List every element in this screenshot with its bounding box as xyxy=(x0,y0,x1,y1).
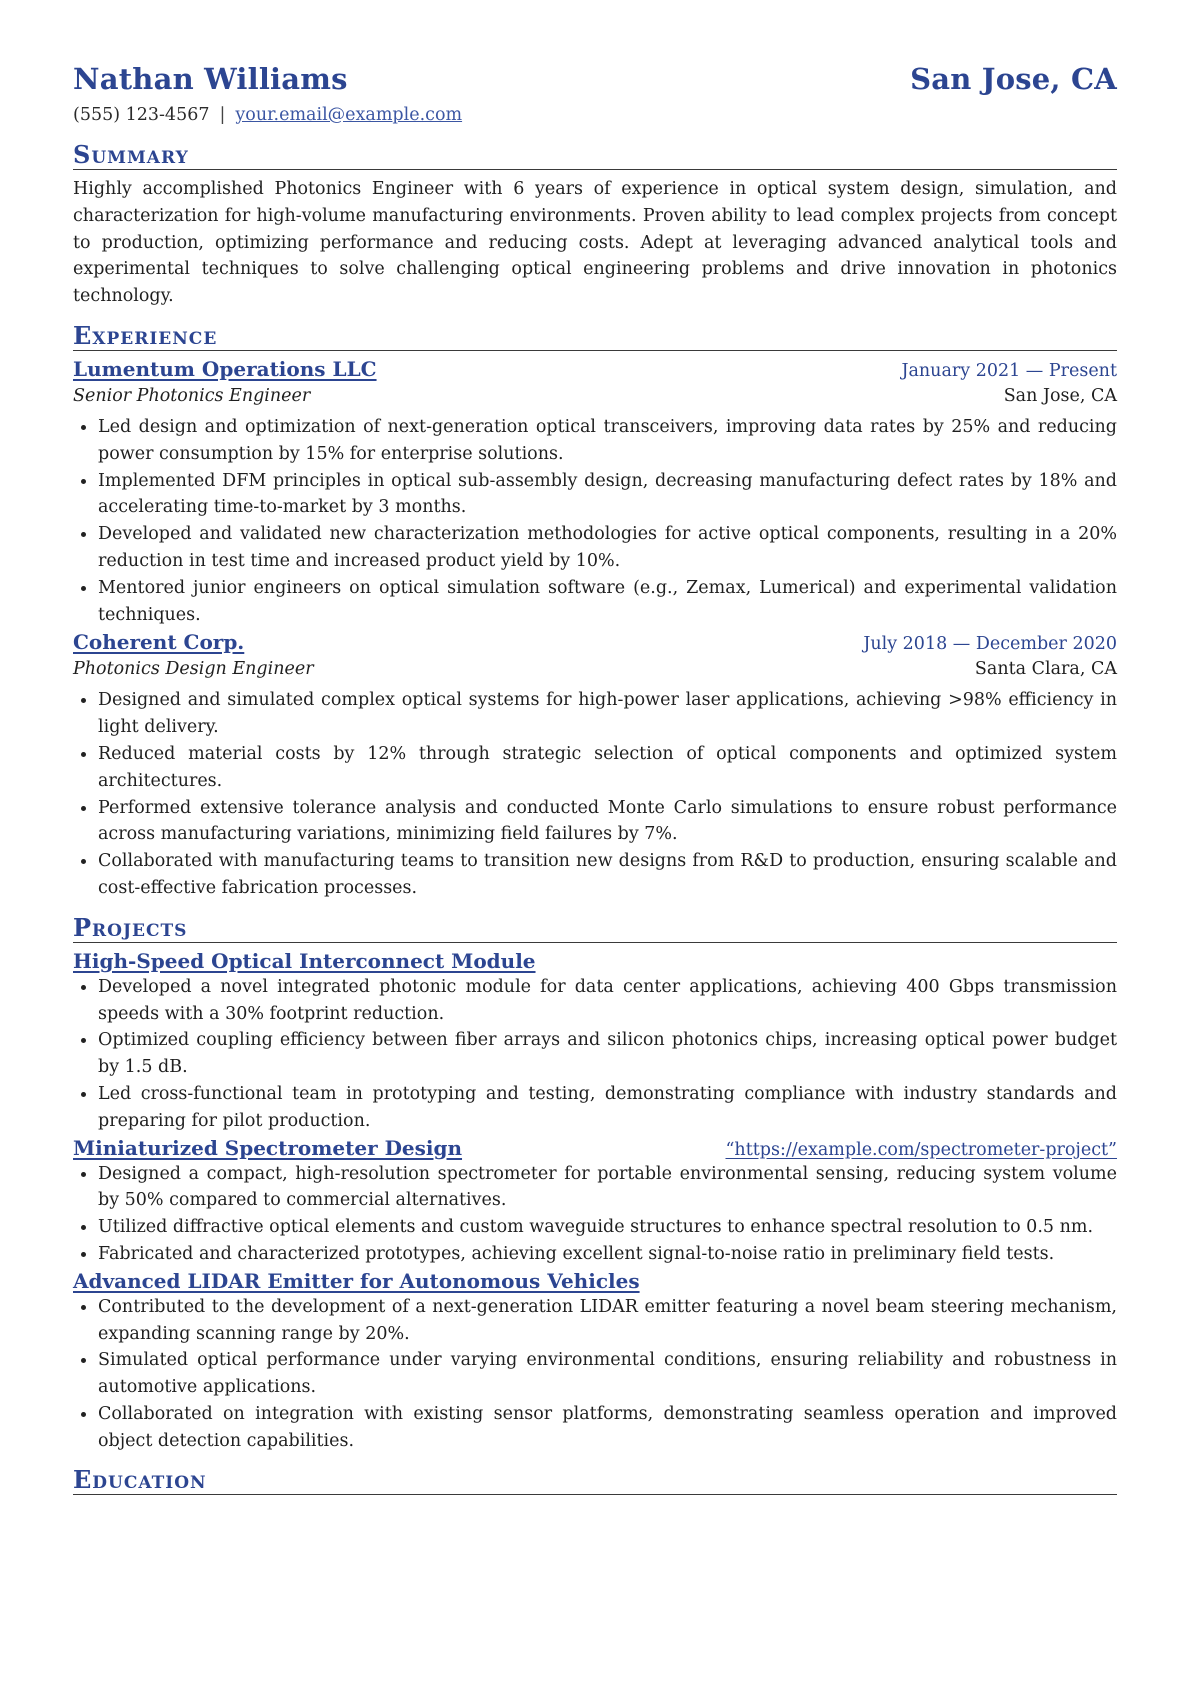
bullet-item: Collaborated on integration with existing sensor platforms, demonstrating seamless operation and improved object detection capabilities. xyxy=(98,1401,1117,1455)
contact-line xyxy=(73,105,1117,125)
bullet-item: Collaborated with manufacturing teams to transition new designs from R&D to production, ensuring scalable and cost-effective fabrication processes. xyxy=(98,848,1117,902)
role-row xyxy=(73,659,1117,679)
section-title-experience: Experience xyxy=(73,322,1117,351)
bullet-item: Designed a compact, high-resolution spectrometer for portable environmental sensing, reducing system volume by 50% compared to commercial alternatives. xyxy=(98,1161,1117,1215)
bullet-list xyxy=(73,687,1117,901)
job-title: Photonics Design Engineer xyxy=(73,659,314,680)
project-entry xyxy=(73,1269,1117,1455)
summary-text: Highly accomplished Photonics Engineer with 6 years of experience in optical system design, simulation, and characterization for high-volume manufacturing environments. Proven ability to lead complex projects from concept to production, optimizing performance and reducing costs. Adept at leveraging advanced analytical tools and experimental techniques to solve challenging optical engineering problems and drive innovation in photonics technology. xyxy=(73,179,1117,307)
date-range: January 2021 — Present xyxy=(901,360,1117,381)
bullet-item: Designed and simulated complex optical systems for high-power laser applications, achieving >98% efficiency in light delivery. xyxy=(98,687,1117,741)
bullet-item: Mentored junior engineers on optical simulation software (e.g., Zemax, Lumerical) and experimental validation techniques. xyxy=(98,575,1117,629)
entry-header xyxy=(73,1136,1117,1160)
project-title[interactable]: High-Speed Optical Interconnect Module xyxy=(73,948,536,973)
contact-separator: | xyxy=(219,105,226,125)
company-name[interactable]: Lumentum Operations LLC xyxy=(73,356,377,381)
experience-entry xyxy=(73,357,1117,628)
bullet-item: Developed a novel integrated photonic module for data center applications, achieving 400 Gbps transmission speeds with a 30% footprint reduction. xyxy=(98,974,1117,1028)
job-location: Santa Clara, CA xyxy=(974,659,1117,680)
entry-header xyxy=(73,630,1117,654)
bullet-item: Simulated optical performance under varying environmental conditions, ensuring reliability and robustness in automotive applications. xyxy=(98,1347,1117,1401)
project-link[interactable]: “https://example.com/spectrometer-project” xyxy=(725,1139,1117,1160)
section-title-projects: Projects xyxy=(73,914,1117,943)
entry-header xyxy=(73,357,1117,381)
section-title-education: Education xyxy=(73,1466,1117,1495)
candidate-location: San Jose, CA xyxy=(910,62,1117,96)
bullet-item: Contributed to the development of a next-generation LIDAR emitter featuring a novel beam steering mechanism, expanding scanning range by 20%. xyxy=(98,1294,1117,1348)
header-row xyxy=(73,0,1117,96)
bullet-item: Optimized coupling efficiency between fiber arrays and silicon photonics chips, increasing optical power budget by 1.5 dB. xyxy=(98,1027,1117,1081)
phone-number: (555) 123-4567 xyxy=(73,105,210,125)
email-link[interactable]: your.email@example.com xyxy=(235,105,463,125)
date-range: July 2018 — December 2020 xyxy=(863,634,1117,655)
entry-header xyxy=(73,1269,1117,1293)
candidate-name: Nathan Williams xyxy=(73,62,348,96)
bullet-item: Developed and validated new characterization methodologies for active optical components, resulting in a 20% reduction in test time and increased product yield by 10%. xyxy=(98,521,1117,575)
bullet-item: Led cross-functional team in prototyping and testing, demonstrating compliance with industry standards and preparing for pilot production. xyxy=(98,1081,1117,1135)
bullet-item: Utilized diffractive optical elements and custom waveguide structures to enhance spectral resolution to 0.5 nm. xyxy=(98,1214,1117,1241)
bullet-item: Fabricated and characterized prototypes, achieving excellent signal-to-noise ratio in preliminary field tests. xyxy=(98,1241,1117,1268)
experience-entry xyxy=(73,630,1117,901)
job-location: San Jose, CA xyxy=(1003,385,1117,406)
bullet-item: Performed extensive tolerance analysis and conducted Monte Carlo simulations to ensure robust performance across manufacturing variations, minimizing field failures by 7%. xyxy=(98,795,1117,849)
section-title-summary: Summary xyxy=(73,141,1117,170)
project-entry xyxy=(73,1136,1117,1268)
bullet-list xyxy=(73,414,1117,628)
role-row xyxy=(73,386,1117,406)
bullet-list xyxy=(73,1161,1117,1268)
company-name[interactable]: Coherent Corp. xyxy=(73,630,245,655)
bullet-list xyxy=(73,1294,1117,1455)
project-entry xyxy=(73,949,1117,1135)
entry-header xyxy=(73,949,1117,973)
bullet-list xyxy=(73,974,1117,1135)
bullet-item: Led design and optimization of next-generation optical transceivers, improving data rates by 25% and reducing power consumption by 15% for enterprise solutions. xyxy=(98,414,1117,468)
bullet-item: Reduced material costs by 12% through strategic selection of optical components and optimized system architectures. xyxy=(98,741,1117,795)
bullet-item: Implemented DFM principles in optical sub-assembly design, decreasing manufacturing defect rates by 18% and accelerating time-to-market by 3 months. xyxy=(98,468,1117,522)
job-title: Senior Photonics Engineer xyxy=(73,385,311,406)
project-title[interactable]: Advanced LIDAR Emitter for Autonomous Vehicles xyxy=(73,1268,640,1293)
project-title[interactable]: Miniaturized Spectrometer Design xyxy=(73,1135,463,1160)
